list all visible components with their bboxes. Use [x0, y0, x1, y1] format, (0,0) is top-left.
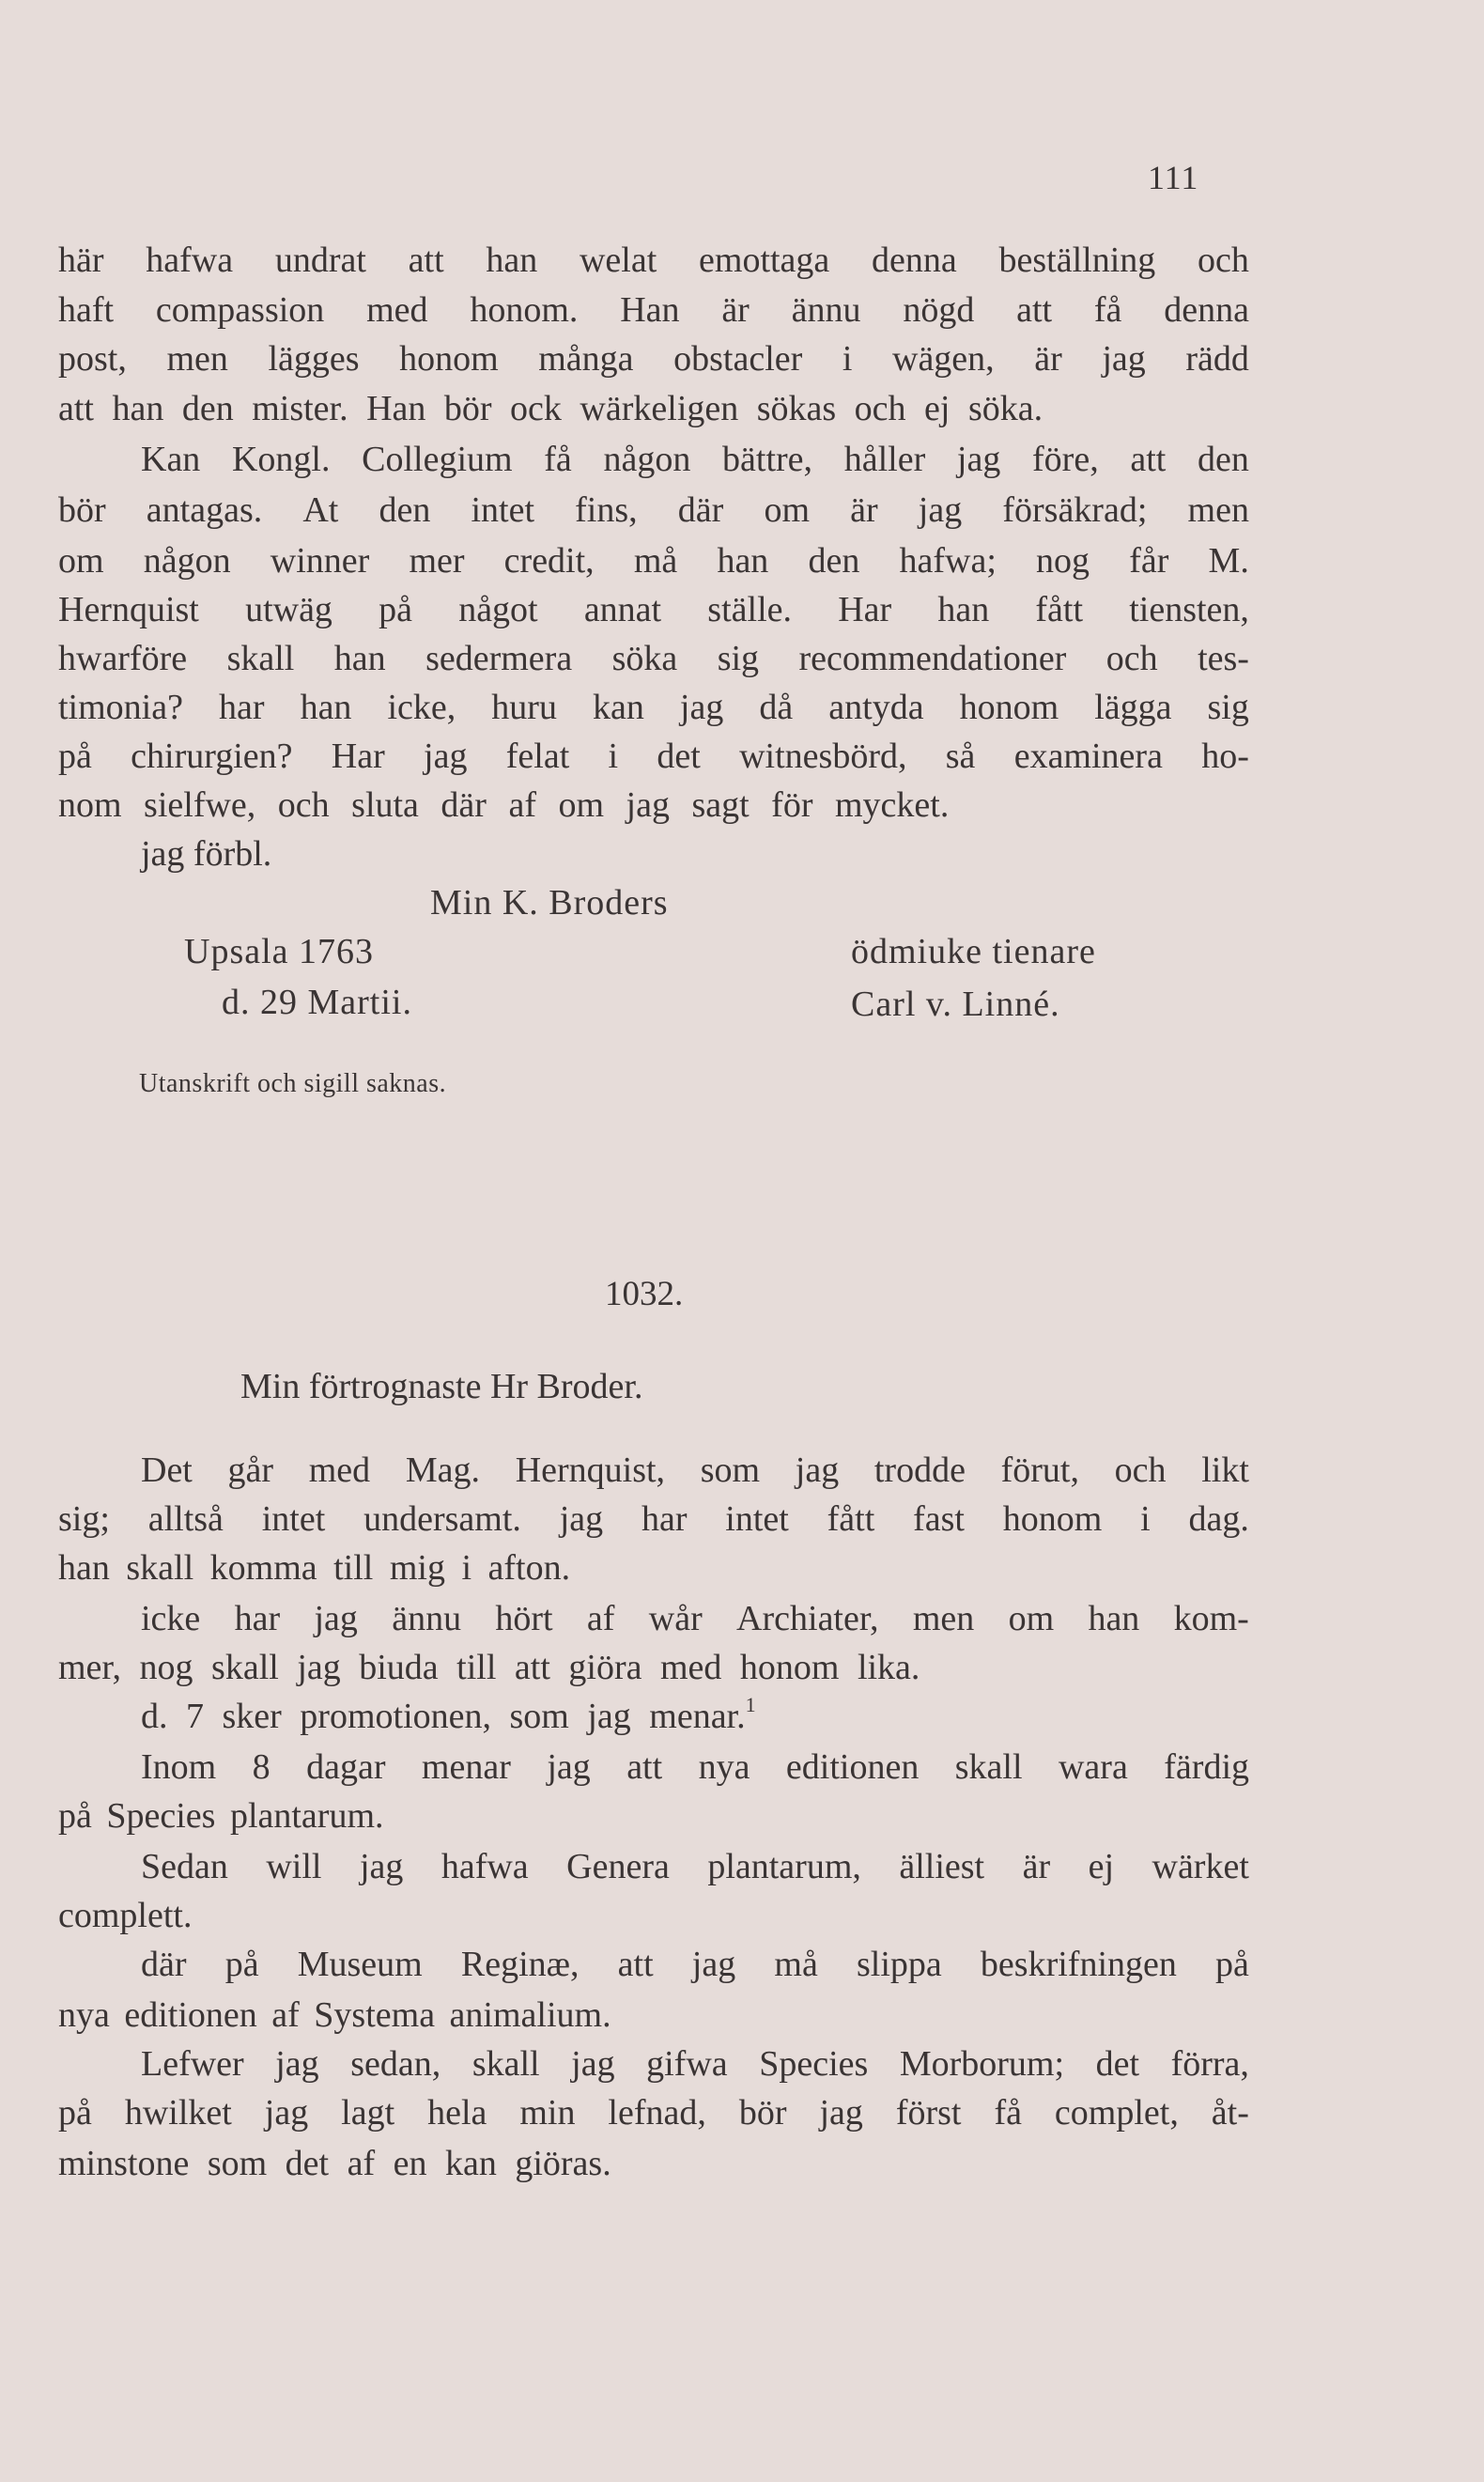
- word: jag: [571, 2044, 615, 2084]
- word: försäkrad;: [1002, 490, 1148, 530]
- word: han: [717, 541, 769, 581]
- word: timonia?: [58, 688, 183, 727]
- word: bör: [58, 490, 106, 530]
- footnote-marker: 1: [745, 1693, 756, 1716]
- word: hafwa;: [899, 541, 997, 581]
- word: plantarum,: [707, 1847, 861, 1886]
- word: icke: [141, 1599, 201, 1638]
- text-line: [141, 1693, 1332, 1736]
- text-span: d. 7 sker promotionen, som jag menar.: [141, 1697, 746, 1736]
- signature: Carl v. Linné.: [851, 985, 1060, 1024]
- salutation: Min förtrognaste Hr Broder.: [240, 1367, 643, 1406]
- word: Han: [620, 290, 680, 330]
- word: Species: [759, 2044, 869, 2084]
- word: Har: [838, 590, 892, 629]
- word: af: [586, 1599, 615, 1638]
- word: honom: [959, 688, 1059, 727]
- text-line: han skall komma till mig i afton.: [58, 1548, 571, 1588]
- word: jag: [795, 1450, 840, 1490]
- word: i: [842, 339, 853, 379]
- word: i: [1140, 1499, 1151, 1539]
- word: är: [721, 290, 750, 330]
- word: At: [302, 490, 339, 530]
- word: denna: [1164, 290, 1249, 330]
- word: att: [408, 240, 444, 280]
- word: jag: [424, 737, 468, 776]
- text-line: [58, 242, 1249, 278]
- word: Lefwer: [141, 2044, 244, 2084]
- word: att: [1016, 290, 1053, 330]
- word: fått: [1035, 590, 1084, 629]
- text-line: [141, 1749, 1249, 1785]
- text-line: [58, 2095, 1249, 2131]
- word: tiensten,: [1129, 590, 1249, 629]
- word: många: [538, 339, 634, 379]
- text-line: [58, 492, 1249, 528]
- word: om: [58, 541, 104, 581]
- word: jag: [819, 2093, 863, 2133]
- word: är: [850, 490, 878, 530]
- word: M.: [1208, 541, 1249, 581]
- word: älliest: [899, 1847, 985, 1886]
- word: må: [633, 541, 678, 581]
- word: jag: [359, 1847, 404, 1886]
- word: få: [1093, 290, 1122, 330]
- word: och: [1114, 1450, 1167, 1490]
- word: honom: [399, 339, 499, 379]
- word: Genera: [566, 1847, 670, 1886]
- word: färdig: [1164, 1747, 1249, 1787]
- text-line: [58, 690, 1249, 725]
- word: slippa: [856, 1945, 942, 1984]
- text-line: [141, 1947, 1249, 1982]
- word: på: [224, 1945, 259, 1984]
- word: dagar: [306, 1747, 386, 1787]
- word: lagt: [341, 2093, 395, 2133]
- word: sig: [1207, 688, 1249, 727]
- word: Mag.: [405, 1450, 481, 1490]
- word: huru: [491, 688, 557, 727]
- word: ännu: [791, 290, 861, 330]
- word: jag: [314, 1599, 358, 1638]
- word: menar: [421, 1747, 511, 1787]
- word: att: [626, 1747, 663, 1787]
- word: credit,: [503, 541, 595, 581]
- text-line: [58, 543, 1249, 579]
- date-line: d. 29 Martii.: [222, 983, 412, 1022]
- word: har: [219, 688, 265, 727]
- text-line: [141, 442, 1249, 477]
- text-line: [141, 1601, 1249, 1637]
- word: haft: [58, 290, 115, 330]
- text-line: [58, 592, 1249, 628]
- word: få: [994, 2093, 1022, 2133]
- text-line: [58, 341, 1249, 377]
- word: examinera: [1013, 737, 1163, 776]
- word: beskrifningen: [980, 1945, 1177, 1984]
- closing-line: jag förbl.: [141, 834, 272, 874]
- word: witnesbörd,: [739, 737, 907, 776]
- word: den: [808, 541, 860, 581]
- word: skall: [226, 639, 295, 678]
- word: förut,: [1000, 1450, 1079, 1490]
- word: så: [945, 737, 976, 776]
- word: obstacler: [673, 339, 803, 379]
- word: skall: [954, 1747, 1023, 1787]
- word: antyda: [828, 688, 924, 727]
- word: intet: [261, 1499, 326, 1539]
- text-line: [141, 1849, 1249, 1885]
- word: hafwa: [146, 240, 234, 280]
- word: där: [677, 490, 724, 530]
- text-line: nya editionen af Systema animalium.: [58, 1995, 611, 2035]
- word: kan: [592, 688, 644, 727]
- text-line: minstone som det af en kan giöras.: [58, 2144, 611, 2183]
- word: nya: [698, 1747, 750, 1787]
- word: jag: [956, 440, 1001, 479]
- word: gifwa: [646, 2044, 728, 2084]
- word: fått: [827, 1499, 875, 1539]
- word: 8: [252, 1747, 271, 1787]
- word: om: [764, 490, 810, 530]
- word: trodde: [873, 1450, 966, 1490]
- word: denna: [872, 240, 957, 280]
- address-line: Min K. Broders: [430, 883, 669, 923]
- word: får: [1129, 541, 1169, 581]
- word: icke,: [387, 688, 456, 727]
- word: har: [234, 1599, 281, 1638]
- word: hwilket: [124, 2093, 232, 2133]
- word: är: [1022, 1847, 1051, 1886]
- word: Hernquist: [58, 590, 199, 629]
- word: han: [300, 688, 352, 727]
- editorial-note: Utanskrift och sigill saknas.: [139, 1069, 447, 1098]
- word: beställning: [998, 240, 1156, 280]
- word: med: [366, 290, 428, 330]
- word: emottaga: [699, 240, 830, 280]
- word: på: [1215, 1945, 1249, 1984]
- word: antagas.: [146, 490, 263, 530]
- word: jag: [691, 1945, 736, 1984]
- word: Det: [141, 1450, 193, 1490]
- word: Hernquist,: [515, 1450, 666, 1490]
- word: bättre,: [722, 440, 813, 479]
- word: söka: [611, 639, 678, 678]
- word: kom-: [1173, 1599, 1249, 1638]
- word: hört: [495, 1599, 553, 1638]
- word: men: [1187, 490, 1249, 530]
- word: han: [1088, 1599, 1140, 1638]
- word: då: [759, 688, 794, 727]
- word: men: [912, 1599, 975, 1638]
- word: åt-: [1211, 2093, 1249, 2133]
- text-line: [58, 738, 1249, 774]
- word: ställe.: [707, 590, 792, 629]
- word: och: [1198, 240, 1249, 280]
- word: skall: [471, 2044, 540, 2084]
- word: winner: [270, 541, 370, 581]
- text-line: på Species plantarum.: [58, 1796, 384, 1836]
- word: will: [266, 1847, 322, 1886]
- word: någon: [603, 440, 691, 479]
- word: den: [1198, 440, 1249, 479]
- servant-line: ödmiuke tienare: [851, 932, 1096, 971]
- word: alltså: [147, 1499, 224, 1539]
- word: fast: [913, 1499, 965, 1539]
- word: Archiater,: [736, 1599, 879, 1638]
- word: Reginæ,: [460, 1945, 580, 1984]
- word: jag: [918, 490, 963, 530]
- word: något: [458, 590, 538, 629]
- place-line: Upsala 1763: [184, 932, 375, 971]
- word: Inom: [141, 1747, 217, 1787]
- word: går: [227, 1450, 274, 1490]
- word: lefnad,: [608, 2093, 706, 2133]
- word: editionen: [785, 1747, 920, 1787]
- word: utwäg: [245, 590, 332, 629]
- text-line: [141, 2046, 1249, 2082]
- word: undersamt.: [363, 1499, 521, 1539]
- letter-number: 1032.: [605, 1275, 684, 1313]
- word: lägga: [1094, 688, 1172, 727]
- word: fins,: [575, 490, 638, 530]
- word: få: [544, 440, 572, 479]
- word: welat: [579, 240, 657, 280]
- word: jag: [547, 1747, 591, 1787]
- word: han: [333, 639, 386, 678]
- word: wår: [648, 1599, 703, 1638]
- word: om: [1008, 1599, 1055, 1638]
- text-line: att han den mister. Han bör ock wärkeligen sökas och ej söka.: [58, 389, 1043, 428]
- text-line: [58, 292, 1249, 328]
- word: först: [895, 2093, 962, 2133]
- word: det: [657, 737, 701, 776]
- word: på: [58, 2093, 92, 2133]
- text-line: [58, 641, 1249, 676]
- word: Har: [331, 737, 385, 776]
- word: som: [700, 1450, 761, 1490]
- word: någon: [143, 541, 231, 581]
- word: jag: [264, 2093, 309, 2133]
- word: bör: [738, 2093, 787, 2133]
- word: Kongl.: [231, 440, 331, 479]
- word: före,: [1032, 440, 1099, 479]
- word: post,: [58, 339, 127, 379]
- word: rädd: [1185, 339, 1249, 379]
- word: det: [1095, 2044, 1140, 2084]
- word: annat: [583, 590, 662, 629]
- word: ännu: [392, 1599, 462, 1638]
- word: undrat: [274, 240, 366, 280]
- word: och: [1105, 639, 1158, 678]
- word: han: [486, 240, 538, 280]
- word: hafwa: [441, 1847, 529, 1886]
- word: men: [166, 339, 228, 379]
- word: må: [774, 1945, 818, 1984]
- word: wärket: [1152, 1847, 1249, 1886]
- text-line: mer, nog skall jag biuda till att giöra med honom lika.: [58, 1648, 920, 1687]
- word: sedan,: [350, 2044, 441, 2084]
- word: sig: [717, 639, 760, 678]
- word: sedermera: [425, 639, 573, 678]
- word: Kan: [141, 440, 201, 479]
- word: här: [58, 240, 104, 280]
- word: jag: [559, 1499, 604, 1539]
- word: jag: [679, 688, 724, 727]
- word: recommendationer: [798, 639, 1067, 678]
- word: dag.: [1188, 1499, 1249, 1539]
- word: honom.: [470, 290, 579, 330]
- word: compassion: [155, 290, 325, 330]
- word: lägges: [268, 339, 360, 379]
- word: min: [519, 2093, 576, 2133]
- word: har: [641, 1499, 688, 1539]
- word: hwarföre: [58, 639, 188, 678]
- word: Museum: [297, 1945, 423, 1984]
- word: wägen,: [892, 339, 995, 379]
- word: Collegium: [362, 440, 513, 479]
- word: jag: [1102, 339, 1146, 379]
- word: intet: [471, 490, 535, 530]
- word: likt: [1201, 1450, 1249, 1490]
- word: tes-: [1198, 639, 1249, 678]
- word: den: [379, 490, 431, 530]
- word: på: [58, 737, 92, 776]
- word: honom: [1002, 1499, 1103, 1539]
- word: ej: [1088, 1847, 1115, 1886]
- word: felat: [505, 737, 570, 776]
- text-line: [141, 1452, 1249, 1488]
- text-line: nom sielfwe, och sluta där af om jag sagt för mycket.: [58, 785, 950, 825]
- word: intet: [725, 1499, 789, 1539]
- word: nog: [1036, 541, 1090, 581]
- word: jag: [275, 2044, 319, 2084]
- word: mer: [409, 541, 465, 581]
- text-line: complett.: [58, 1896, 193, 1935]
- word: att: [1130, 440, 1167, 479]
- word: förra,: [1170, 2044, 1249, 2084]
- page-number: 111: [1148, 159, 1199, 196]
- text-line: [58, 1501, 1249, 1537]
- word: med: [308, 1450, 371, 1490]
- word: nögd: [903, 290, 975, 330]
- word: att: [617, 1945, 654, 1984]
- word: han: [937, 590, 990, 629]
- word: complet,: [1054, 2093, 1179, 2133]
- word: wara: [1058, 1747, 1128, 1787]
- word: är: [1034, 339, 1062, 379]
- word: på: [379, 590, 412, 629]
- word: Sedan: [141, 1847, 228, 1886]
- word: Morborum;: [899, 2044, 1065, 2084]
- word: ho-: [1201, 737, 1249, 776]
- word: hela: [427, 2093, 487, 2133]
- word: håller: [843, 440, 926, 479]
- word: sig;: [58, 1499, 110, 1539]
- word: där: [141, 1945, 187, 1984]
- word: i: [608, 737, 619, 776]
- word: chirurgien?: [131, 737, 293, 776]
